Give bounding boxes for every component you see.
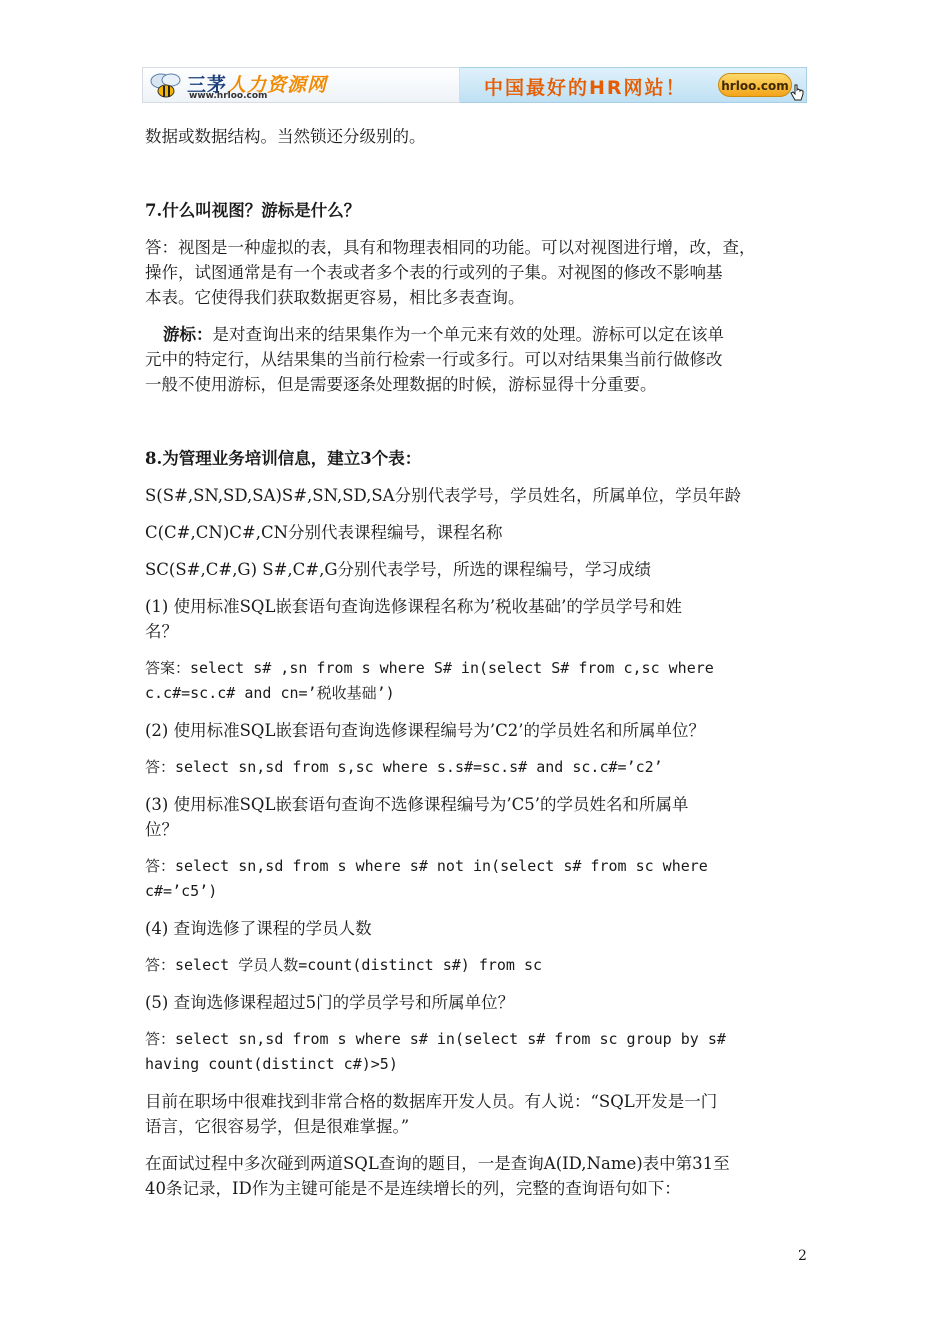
- text-line: 目前在职场中很难找到非常合格的数据库开发人员。有人说：“SQL开发是一门: [145, 1092, 718, 1111]
- banner-logo-area: [142, 67, 460, 103]
- hand-cursor-icon: [790, 84, 804, 102]
- site-link-button[interactable]: hrloo.com: [718, 73, 792, 97]
- logo-url: www.hrloo.com: [189, 91, 268, 101]
- text-line: 元中的特定行，从结果集的当前行检索一行或多行。可以对结果集当前行做修改: [145, 350, 723, 369]
- logo-text: 三茅人力资源网: [187, 74, 328, 96]
- text-line: 数据或数据结构。当然锁还分级别的。: [145, 127, 426, 146]
- text-line: (4) 查询选修了课程的学员人数: [145, 919, 372, 938]
- text-line: 一般不使用游标，但是需要逐条处理数据的时候，游标显得十分重要。: [145, 375, 657, 394]
- text-line: (5) 查询选修课程超过5门的学员学号和所属单位？: [145, 993, 515, 1012]
- header-banner[interactable]: [142, 67, 807, 103]
- text-line: 名？: [145, 622, 178, 641]
- text-line: S(S#,SN,SD,SA)S#,SN,SD,SA分别代表学号，学员姓名，所属单位，学员年龄: [145, 486, 742, 505]
- banner-slogan-area: [460, 67, 807, 103]
- sql-answer: c.c#=sc.c# and cn=’税收基础’): [145, 684, 395, 702]
- text-line: 本表。它使得我们获取数据更容易，相比多表查询。: [145, 288, 525, 307]
- text-line: 操作，试图通常是有一个表或者多个表的行或列的子集。对视图的修改不影响基: [145, 263, 723, 282]
- question-heading: 7.什么叫视图？游标是什么？: [145, 201, 361, 220]
- text-line: 在面试过程中多次碰到两道SQL查询的题目，一是查询A(ID,Name)表中第31至: [145, 1154, 730, 1173]
- text-line: (2) 使用标准SQL嵌套语句查询选修课程编号为’C2’的学员姓名和所属单位？: [145, 721, 706, 740]
- bee-logo-icon: [149, 71, 183, 101]
- sql-answer: 答案：select s# ,sn from s where S# in(select S# from c,sc where: [145, 659, 714, 677]
- question-heading: 8.为管理业务培训信息，建立3个表：: [145, 449, 422, 468]
- text-line: SC(S#,C#,G) S#,C#,G分别代表学号，所选的课程编号，学习成绩: [145, 560, 652, 579]
- sql-answer: having count(distinct c#)>5): [145, 1055, 398, 1073]
- page-number: 2: [798, 1248, 807, 1264]
- text-line: 40条记录，ID作为主键可能是不是连续增长的列，完整的查询语句如下：: [145, 1179, 681, 1198]
- banner-slogan: 中国最好的HR网站！: [484, 77, 687, 99]
- sql-answer: 答：select sn,sd from s where s# in(select s# from sc group by s#: [145, 1030, 726, 1048]
- text-line: 位？: [145, 820, 178, 839]
- text-line: 游标：是对查询出来的结果集作为一个单元来有效的处理。游标可以定在该单: [163, 325, 724, 344]
- sql-answer: 答：select 学员人数=count(distinct s#) from sc: [145, 956, 543, 974]
- text-line: (1) 使用标准SQL嵌套语句查询选修课程名称为’税收基础’的学员学号和姓: [145, 597, 682, 616]
- text-line: 语言，它很容易学，但是很难掌握。”: [145, 1117, 410, 1136]
- sql-answer: c#=’c5’): [145, 882, 218, 900]
- sql-answer: 答：select sn,sd from s,sc where s.s#=sc.s# and sc.c#=’c2’: [145, 758, 663, 776]
- text-line: C(C#,CN)C#,CN分别代表课程编号，课程名称: [145, 523, 503, 542]
- sql-answer: 答：select sn,sd from s where s# not in(select s# from sc where: [145, 857, 708, 875]
- text-line: 答：视图是一种虚拟的表，具有和物理表相同的功能。可以对视图进行增，改，查，: [145, 238, 756, 257]
- text-line: (3) 使用标准SQL嵌套语句查询不选修课程编号为’C5’的学员姓名和所属单: [145, 795, 689, 814]
- term-label: 游标：: [163, 325, 213, 344]
